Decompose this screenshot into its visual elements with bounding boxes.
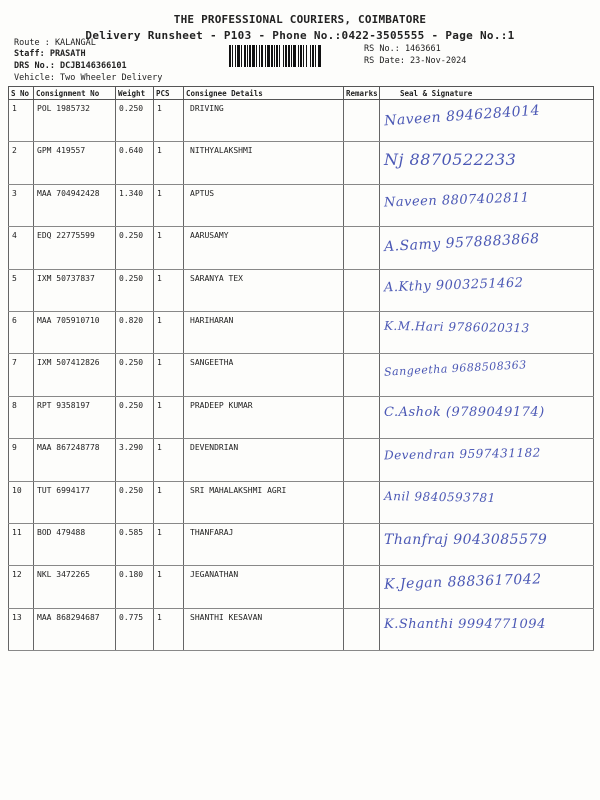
cell-remarks: [344, 184, 380, 226]
cell-consignee: APTUS: [184, 184, 344, 226]
table-row: [9, 227, 594, 269]
cell-signature: [380, 184, 594, 226]
cell-signature: [380, 481, 594, 523]
col-remarks: Remarks: [344, 87, 380, 100]
cell-sno: 12: [9, 566, 34, 608]
col-consignment: Consignment No: [34, 87, 116, 100]
cell-consignee: SANGEETHA: [184, 354, 344, 396]
cell-weight: 0.585: [116, 523, 154, 565]
cell-pcs: 1: [154, 481, 184, 523]
barcode-bar: [252, 45, 255, 67]
cell-weight: 1.340: [116, 184, 154, 226]
col-sno: S No: [9, 87, 34, 100]
handwritten-signature: Thanfraj 9043085579: [384, 531, 548, 548]
barcode-bar: [232, 45, 233, 67]
barcode-bar: [267, 45, 270, 67]
cell-consignee: SHANTHI KESAVAN: [184, 608, 344, 650]
table-row: [9, 523, 594, 565]
cell-remarks: [344, 311, 380, 353]
cell-weight: 0.820: [116, 311, 154, 353]
barcode-bar: [298, 45, 299, 67]
barcode-bar: [306, 45, 307, 67]
runsheet-line: Delivery Runsheet - P103 - Phone No.:0422-3505555 - Page No.:1: [85, 29, 515, 42]
cell-weight: 0.775: [116, 608, 154, 650]
col-pcs: PCS: [154, 87, 184, 100]
cell-weight: 0.250: [116, 227, 154, 269]
cell-signature: [380, 608, 594, 650]
col-weight: Weight: [116, 87, 154, 100]
cell-remarks: [344, 439, 380, 481]
runsheet-table: [8, 86, 594, 651]
staff-label: Staff: PRASATH: [14, 49, 86, 59]
cell-consignee: AARUSAMY: [184, 227, 344, 269]
cell-pcs: 1: [154, 227, 184, 269]
handwritten-signature: A.Kthy 9003251462: [383, 275, 524, 295]
barcode-bar: [312, 45, 314, 67]
barcode-bar: [283, 45, 284, 67]
cell-remarks: [344, 523, 380, 565]
cell-consignment: MAA 704942428: [34, 184, 116, 226]
cell-signature: [380, 142, 594, 184]
cell-sno: 9: [9, 439, 34, 481]
cell-signature: [380, 354, 594, 396]
cell-sno: 4: [9, 227, 34, 269]
table-row: [9, 481, 594, 523]
barcode-image: [229, 45, 357, 67]
barcode-bar: [244, 45, 246, 67]
cell-signature: [380, 439, 594, 481]
cell-signature: [380, 100, 594, 142]
cell-signature: [380, 311, 594, 353]
handwritten-signature: Devendran 9597431182: [383, 445, 541, 463]
table-row: [9, 608, 594, 650]
barcode-bar: [310, 45, 311, 67]
cell-consignment: POL 1985732: [34, 100, 116, 142]
barcode-bar: [265, 45, 266, 67]
cell-sno: 5: [9, 269, 34, 311]
drs-number: DRS No.: DCJB146366101: [14, 61, 127, 71]
barcode-bar: [315, 45, 316, 67]
cell-pcs: 1: [154, 100, 184, 142]
cell-weight: 0.250: [116, 396, 154, 438]
table-row: [9, 396, 594, 438]
handwritten-signature: K.Shanthi 9994771094: [384, 616, 546, 632]
cell-pcs: 1: [154, 311, 184, 353]
cell-pcs: 1: [154, 396, 184, 438]
barcode-bar: [279, 45, 280, 67]
handwritten-signature: K.Jegan 8883617042: [383, 571, 542, 594]
barcode-bar: [285, 45, 287, 67]
col-signature: Seal & Signature: [380, 87, 594, 100]
cell-remarks: [344, 354, 380, 396]
cell-consignment: EDQ 22775599: [34, 227, 116, 269]
cell-consignee: DRIVING: [184, 100, 344, 142]
barcode-bar: [300, 45, 302, 67]
cell-remarks: [344, 142, 380, 184]
cell-sno: 10: [9, 481, 34, 523]
cell-remarks: [344, 100, 380, 142]
col-consignee: Consignee Details: [184, 87, 344, 100]
handwritten-signature: Nj 8870522233: [384, 150, 517, 170]
barcode-bar: [249, 45, 251, 67]
barcode-bar: [241, 45, 242, 67]
cell-remarks: [344, 269, 380, 311]
table-row: [9, 184, 594, 226]
table-row: [9, 354, 594, 396]
handwritten-signature: Naveen 8946284014: [383, 102, 541, 130]
cell-consignment: BOD 479488: [34, 523, 116, 565]
cell-weight: 3.290: [116, 439, 154, 481]
cell-remarks: [344, 481, 380, 523]
company-title: THE PROFESSIONAL COURIERS, COIMBATORE: [173, 13, 427, 26]
cell-pcs: 1: [154, 439, 184, 481]
cell-consignee: THANFARAJ: [184, 523, 344, 565]
cell-consignment: TUT 6994177: [34, 481, 116, 523]
cell-signature: [380, 523, 594, 565]
cell-consignment: IXM 50737837: [34, 269, 116, 311]
handwritten-signature: Naveen 8807402811: [383, 190, 530, 211]
barcode-bar: [256, 45, 257, 67]
cell-sno: 6: [9, 311, 34, 353]
barcode-bar: [247, 45, 248, 67]
table-row: [9, 269, 594, 311]
cell-consignment: NKL 3472265: [34, 566, 116, 608]
table-row: [9, 311, 594, 353]
barcode-bar: [229, 45, 231, 67]
cell-consignment: RPT 9358197: [34, 396, 116, 438]
barcode-bar: [274, 45, 275, 67]
cell-weight: 0.250: [116, 481, 154, 523]
cell-weight: 0.180: [116, 566, 154, 608]
handwritten-signature: Anil 9840593781: [383, 488, 496, 505]
cell-sno: 11: [9, 523, 34, 565]
cell-consignee: HARIHARAN: [184, 311, 344, 353]
barcode-bar: [259, 45, 260, 67]
cell-consignment: GPM 419557: [34, 142, 116, 184]
cell-signature: [380, 269, 594, 311]
cell-pcs: 1: [154, 184, 184, 226]
cell-consignee: DEVENDRIAN: [184, 439, 344, 481]
table-row: [9, 439, 594, 481]
handwritten-signature: K.M.Hari 9786020313: [383, 318, 530, 336]
barcode-bar: [318, 45, 321, 67]
cell-consignee: JEGANATHAN: [184, 566, 344, 608]
barcode-bar: [276, 45, 278, 67]
table-row: [9, 142, 594, 184]
cell-weight: 0.250: [116, 354, 154, 396]
cell-sno: 8: [9, 396, 34, 438]
barcode-bar: [235, 45, 236, 67]
cell-sno: 13: [9, 608, 34, 650]
cell-remarks: [344, 227, 380, 269]
handwritten-signature: C.Ashok (9789049174): [384, 404, 545, 420]
barcode-bar: [237, 45, 240, 67]
cell-consignment: IXM 507412826: [34, 354, 116, 396]
route-label: Route : KALANGAL: [14, 38, 96, 48]
cell-pcs: 1: [154, 608, 184, 650]
cell-weight: 0.250: [116, 269, 154, 311]
barcode-bar: [303, 45, 304, 67]
cell-consignee: PRADEEP KUMAR: [184, 396, 344, 438]
barcode-bar: [291, 45, 292, 67]
barcode-bar: [288, 45, 290, 67]
cell-remarks: [344, 608, 380, 650]
cell-consignment: MAA 867248778: [34, 439, 116, 481]
cell-consignment: MAA 705910710: [34, 311, 116, 353]
rs-date: RS Date: 23-Nov-2024: [364, 56, 467, 66]
cell-sno: 2: [9, 142, 34, 184]
cell-sno: 7: [9, 354, 34, 396]
barcode-bar: [293, 45, 296, 67]
barcode-bar: [271, 45, 273, 67]
handwritten-signature: Sangeetha 9688508363: [383, 358, 528, 380]
cell-signature: [380, 227, 594, 269]
cell-weight: 0.250: [116, 100, 154, 142]
table-row: [9, 566, 594, 608]
cell-pcs: 1: [154, 269, 184, 311]
rs-number: RS No.: 1463661: [364, 44, 441, 54]
cell-sno: 1: [9, 100, 34, 142]
cell-consignee: NITHYALAKSHMI: [184, 142, 344, 184]
cell-signature: [380, 396, 594, 438]
cell-pcs: 1: [154, 523, 184, 565]
cell-pcs: 1: [154, 142, 184, 184]
table-row: [9, 100, 594, 142]
cell-consignee: SRI MAHALAKSHMI AGRI: [184, 481, 344, 523]
cell-pcs: 1: [154, 566, 184, 608]
handwritten-signature: A.Samy 9578883868: [383, 231, 541, 256]
cell-remarks: [344, 566, 380, 608]
table-header-row: [9, 87, 594, 100]
vehicle-label: Vehicle: Two Wheeler Delivery: [14, 73, 163, 83]
cell-consignee: SARANYA TEX: [184, 269, 344, 311]
cell-sno: 3: [9, 184, 34, 226]
cell-consignment: MAA 868294687: [34, 608, 116, 650]
cell-weight: 0.640: [116, 142, 154, 184]
cell-signature: [380, 566, 594, 608]
barcode-bar: [261, 45, 263, 67]
cell-remarks: [344, 396, 380, 438]
cell-pcs: 1: [154, 354, 184, 396]
